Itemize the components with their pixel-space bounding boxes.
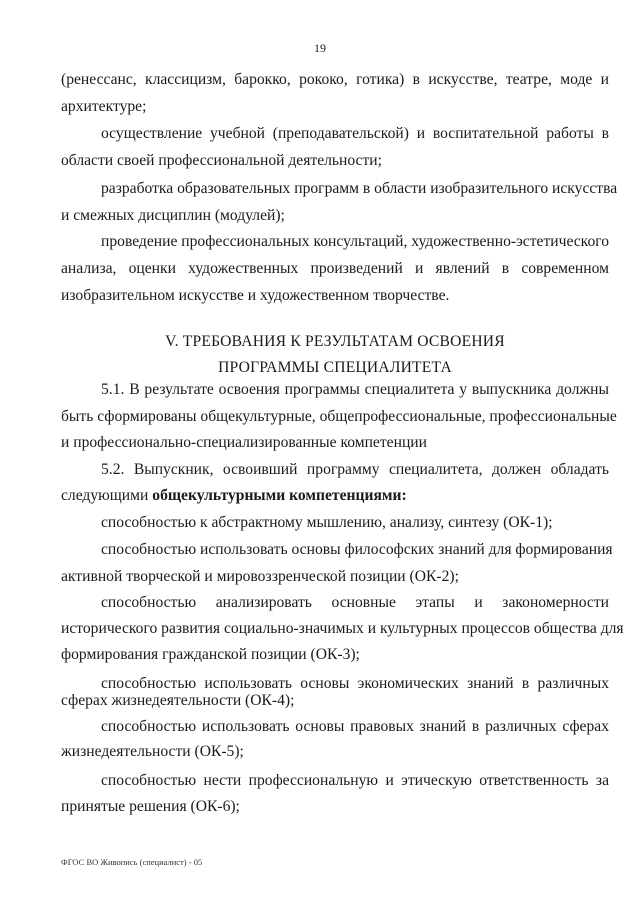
page-footer: ФГОС ВО Живопись (специалист) - 05 [61,857,203,867]
section-heading: V. ТРЕБОВАНИЯ К РЕЗУЛЬТАТАМ ОСВОЕНИЯ [165,333,505,350]
text-line: архитектуре; [61,98,147,115]
text-line: анализа, оценки художественных произведений и явлений в современном [61,260,609,277]
text-line: 5.1. В результате освоения программы специалитета у выпускника должны [101,381,609,398]
text-line: и смежных дисциплин (модулей); [61,207,285,224]
text-line: (ренессанс, классицизм, барокко, рококо, готика) в искусстве, театре, моде и [61,71,609,88]
competency-line: способностью анализировать основные этапы и закономерности [101,594,609,611]
competency-line: исторического развития социально-значимых и культурных процессов общества для [61,620,624,637]
text-line: изобразительном искусстве и художественном творчестве. [61,287,450,304]
text-line-start: следующими [61,487,153,504]
competency-line: способностью к абстрактному мышлению, анализу, синтезу (ОК-1); [101,514,553,531]
section-heading: ПРОГРАММЫ СПЕЦИАЛИТЕТА [218,359,452,376]
text-line: разработка образовательных программ в области изобразительного искусства [101,180,618,197]
text-line: и профессионально-специализированные компетенции [61,434,427,451]
text-line: 5.2. Выпускник, освоивший программу специалитета, должен обладать [101,461,609,478]
bold-term: общекультурными компетенциями: [152,487,407,504]
text-line: осуществление учебной (преподавательской) и воспитательной работы в [101,125,609,142]
competency-line: формирования гражданской позиции (ОК-3); [61,646,360,663]
competency-line: способностью использовать основы философских знаний для формирования [101,541,613,558]
competency-line: способностью использовать основы экономических знаний в различных [101,675,609,692]
competency-line: жизнедеятельности (ОК-5); [61,743,244,760]
text-line: проведение профессиональных консультаций, художественно-эстетического [101,233,610,250]
text-line [61,486,407,506]
page-number: 19 [314,41,326,55]
competency-line: активной творческой и мировоззренческой позиции (ОК-2); [61,568,459,585]
competency-line: сферах жизнедеятельности (ОК-4); [61,692,295,709]
text-line: быть сформированы общекультурные, общепрофессиональные, профессиональные [61,408,617,425]
competency-line: способностью нести профессиональную и этическую ответственность за [101,772,609,789]
text-line: области своей профессиональной деятельности; [61,152,382,169]
competency-line: принятые решения (ОК-6); [61,798,240,815]
competency-line: способностью использовать основы правовых знаний в различных сферах [101,718,609,735]
